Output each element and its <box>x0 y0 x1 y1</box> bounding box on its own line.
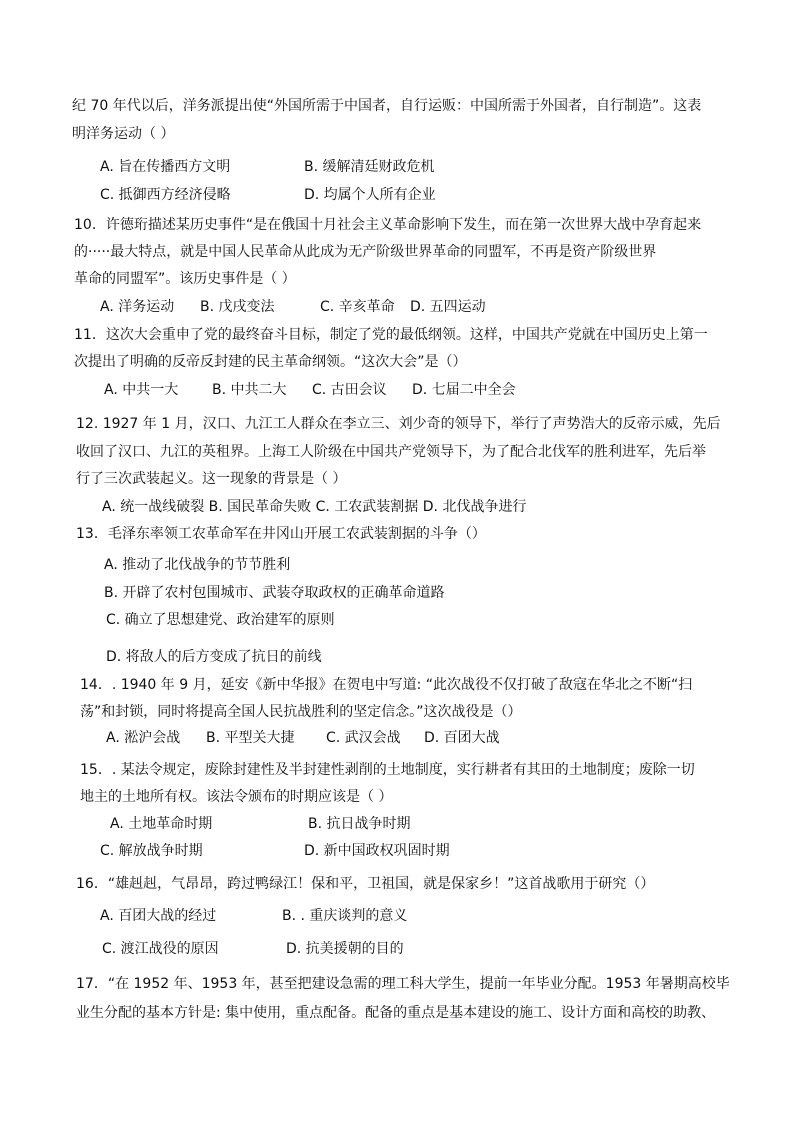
q9-option-d: D. 均属个人所有企业 <box>304 187 436 203</box>
q11-option-a: A. 中共一大 <box>104 382 179 398</box>
q13-option-b: B. 开辟了农村包围城市、武装夺取政权的正确革命道路 <box>104 585 445 601</box>
q17-stem-line2: 业生分配的基本方针是: 集中使用，重点配备。配备的重点是基本建设的施工、设计方面和高校的助教、 <box>76 1005 716 1021</box>
q15-option-a: A. 土地革命时期 <box>110 816 213 832</box>
q16-option-d: D. 抗美援朝的目的 <box>286 941 404 957</box>
q10-option-b: B. 戊戌变法 <box>200 299 275 315</box>
q11-option-d: D. 七届二中全会 <box>412 382 516 398</box>
q13-option-d: D. 将敌人的后方变成了抗日的前线 <box>106 649 322 665</box>
q12-stem-line3: 行了三次武装起义。这一现象的背景是（ ） <box>76 471 347 487</box>
q10-option-a: A. 洋务运动 <box>100 299 175 315</box>
q13-stem: 13．毛泽东率领工农革命军在井冈山开展工农武装割据的斗争（） <box>76 526 486 542</box>
q16-stem: 16．“雄赳赳，气昂昂，跨过鸭绿江！保和平，卫祖国，就是保家乡！”这首战歌用于研究（） <box>76 876 655 892</box>
q10-stem-line3: 革命的同盟军”。该历史事件是（ ） <box>74 271 296 287</box>
q11-option-c: C. 古田会议 <box>312 382 387 398</box>
q14-option-a: A. 淞沪会战 <box>106 730 181 746</box>
q10-option-d: D. 五四运动 <box>410 299 486 315</box>
q9-stem-line1: 纪 70 年代以后，洋务派提出使“外国所需于中国者，自行运贩：中国所需于外国者，自行制造”。这表 <box>72 98 702 114</box>
q15-option-b: B. 抗日战争时期 <box>308 816 411 832</box>
q10-stem-line2: 的·····最大特点，就是中国人民革命从此成为无产阶级世界革命的同盟军，不再是资产阶级世界 <box>74 244 657 260</box>
q14-option-b: B. 平型关大捷 <box>206 730 295 746</box>
q15-stem-line1: 15．. 某法令规定，废除封建性及半封建性剥削的土地制度，实行耕者有其田的土地制度；废除一切 <box>80 762 695 778</box>
q11-stem-line2: 次提出了明确的反帝反封建的民主革命纲领。“这次大会”是（） <box>74 354 467 370</box>
q15-option-d: D. 新中国政权巩固时期 <box>304 843 450 859</box>
q14-option-d: D. 百团大战 <box>424 730 500 746</box>
q16-option-c: C. 渡江战役的原因 <box>102 941 219 957</box>
q13-option-a: A. 推动了北伐战争的节节胜利 <box>104 557 291 573</box>
q12-options: A. 统一战线破裂 B. 国民革命失败 C. 工农武装割据 D. 北伐战争进行 <box>102 499 527 515</box>
q14-stem-line1: 14．. 1940 年 9 月，延安《新中华报》在贺电中写道: “此次战役不仅打破了敌寇在华北之不断“扫 <box>80 677 693 693</box>
q11-option-b: B. 中共二大 <box>212 382 287 398</box>
q9-option-b: B. 缓解清廷财政危机 <box>304 159 435 175</box>
q14-option-c: C. 武汉会战 <box>326 730 401 746</box>
q9-option-c: C. 抵御西方经济侵略 <box>100 187 231 203</box>
q10-option-c: C. 辛亥革命 <box>320 299 395 315</box>
q15-stem-line2: 地主的土地所有权。该法令颁布的时期应该是（ ） <box>80 789 393 805</box>
q9-option-a: A. 旨在传播西方文明 <box>100 159 231 175</box>
q11-stem-line1: 11．这次大会重申了党的最终奋斗目标，制定了党的最低纲领。这样，中国共产党就在中国历史上第一 <box>74 327 708 343</box>
q10-stem-line1: 10．许德珩描述某历史事件“是在俄国十月社会主义革命影响下发生，而在第一次世界大战中孕育起来 <box>74 217 702 233</box>
q13-option-c: C. 确立了思想建党、政治建军的原则 <box>106 612 335 628</box>
q12-stem-line2: 收回了汉口、九江的英租界。上海工人阶级在中国共产党领导下，为了配合北伐军的胜利进军，先后举 <box>76 444 706 460</box>
q15-option-c: C. 解放战争时期 <box>100 843 203 859</box>
q12-stem-line1: 12. 1927 年 1 月，汉口、九江工人群众在李立三、刘少奇的领导下，举行了声势浩大的反帝示威，先后 <box>76 416 721 432</box>
q9-stem-line2: 明洋务运动（ ） <box>72 126 175 142</box>
q16-option-a: A. 百团大战的经过 <box>100 908 217 924</box>
q17-stem-line1: 17．“在 1952 年、1953 年，甚至把建设急需的理工科大学生，提前一年毕业分配。1953 年暑期高校毕 <box>76 976 730 992</box>
q14-stem-line2: 荡”和封锁，同时将提高全国人民抗战胜利的坚定信念。”这次战役是（） <box>80 704 522 720</box>
q16-option-b: B. . 重庆谈判的意义 <box>282 908 408 924</box>
